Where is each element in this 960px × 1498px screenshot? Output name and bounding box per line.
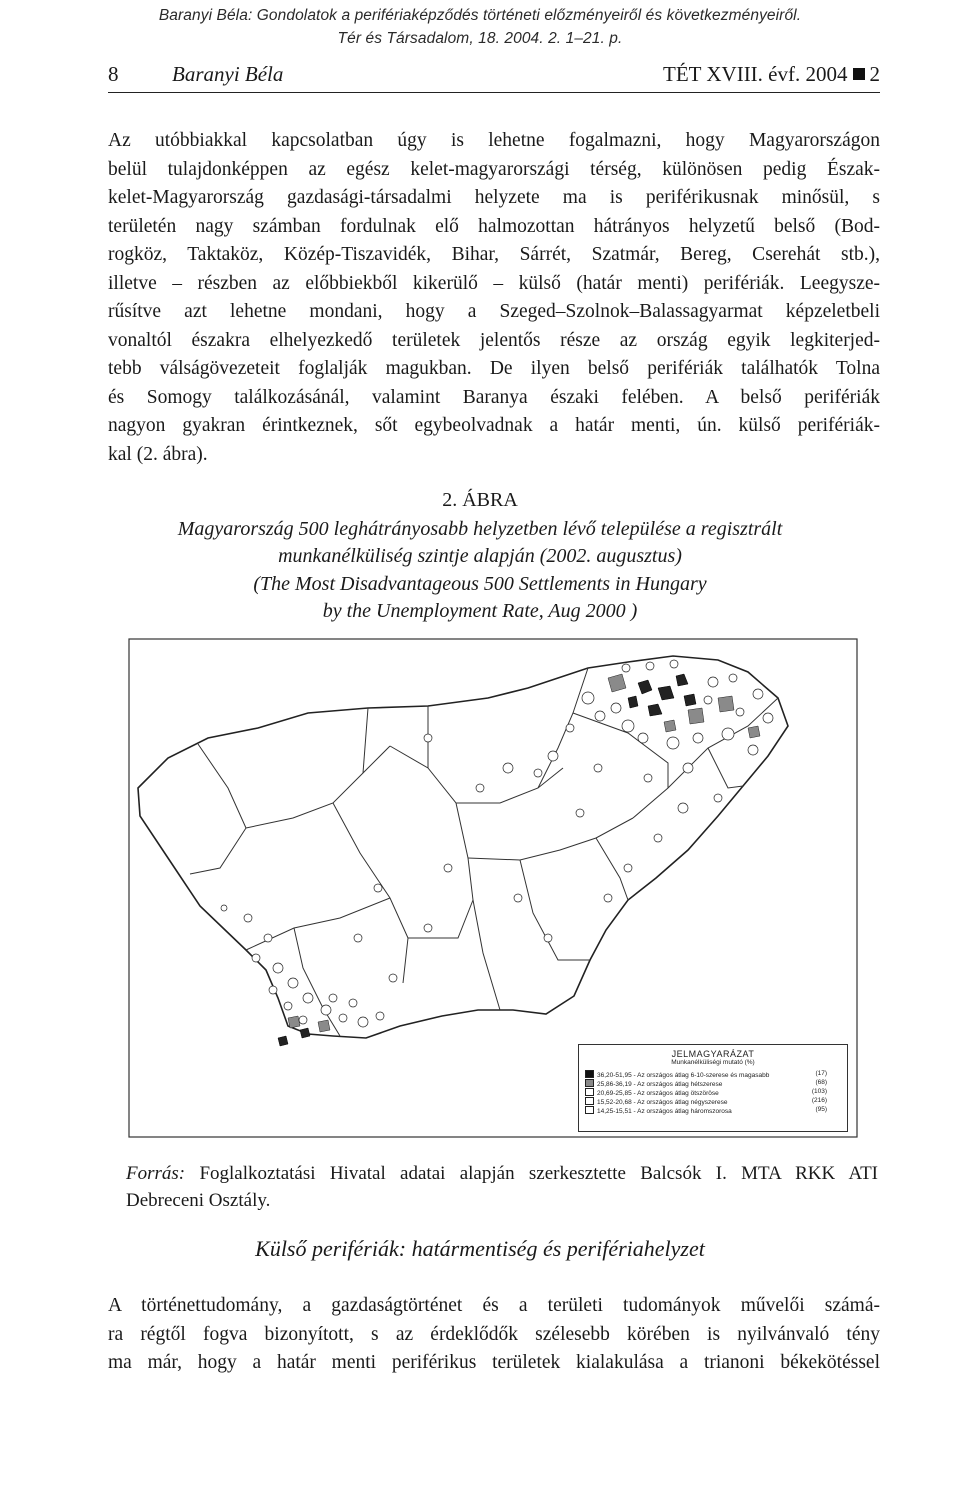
- running-head: [108, 62, 880, 93]
- figure-caption-en-1: (The Most Disadvantageous 500 Settlements in Hungary: [253, 573, 707, 595]
- source-citation-line1: Baranyi Béla: Gondolatok a perifériaképződés történeti előzményeiről és következményeiről.: [158, 7, 802, 24]
- text-line: kal (2. ábra).: [108, 443, 208, 465]
- text-line: rűsítve azt lehetne mondani, hogy a Szeged–Szolnok–Balassagyarmat képzeletbeli: [108, 301, 880, 322]
- legend-item: 25,86-36,19 - Az országos átlag hétszerese (68): [579, 1079, 847, 1088]
- legend-range: 20,69-25,85: [597, 1090, 632, 1097]
- journal-number: 2: [869, 62, 880, 86]
- legend-range: 14,25-15,51: [597, 1108, 632, 1115]
- legend-range: 25,86-36,19: [597, 1081, 632, 1088]
- legend-swatch: [585, 1106, 594, 1114]
- legend-range: 15,52-20,68: [597, 1099, 632, 1106]
- page-number: 8: [108, 62, 119, 86]
- legend-range: 36,20-51,95: [597, 1072, 632, 1079]
- text-line: Debreceni Osztály.: [126, 1190, 271, 1211]
- legend-subtitle: Munkanélküliségi mutató (%): [671, 1059, 755, 1066]
- legend-title: JELMAGYARÁZAT: [671, 1049, 755, 1059]
- text-line: ra régtől fogva bizonyított, s az érdeklődők szélesebb körében is nyilvánvaló tény: [108, 1323, 880, 1345]
- figure-caption-en-2: by the Unemployment Rate, Aug 2000 ): [322, 600, 638, 622]
- text-line: és Somogy találkozásánál, valamint Baranya északi felében. A belső perifériák: [108, 386, 880, 408]
- paragraph-1: [108, 127, 880, 469]
- legend-swatch: [585, 1070, 594, 1078]
- text-line: A történettudomány, a gazdaságtörténet és a területi tudományok művelői számá-: [108, 1295, 880, 1316]
- legend-desc: Az országos átlag hétszerese: [637, 1081, 723, 1088]
- legend-count: (103): [811, 1088, 827, 1095]
- legend-desc: Az országos átlag háromszorosa: [637, 1108, 732, 1115]
- map-legend: [578, 1044, 848, 1132]
- section-title: Külső perifériák: határmentiség és perifériahelyzet: [255, 1236, 705, 1261]
- text-line: kelet-Magyarország gazdasági-társadalmi helyzete ma is periférikusnak minősül, s: [108, 187, 880, 208]
- text-line: rogköz, Taktaköz, Közép-Tiszavidék, Bihar, Sárrét, Szatmár, Bereg, Cserehát stb.),: [108, 244, 880, 265]
- figure-caption-hu-2: munkanélküliség szintje alapján (2002. augusztus): [278, 545, 682, 567]
- text-line: ma már, hogy a határ menti periférikus területek kialakulása a trianoni békekötéssel: [108, 1352, 880, 1373]
- legend-item: 36,20-51,95 - Az országos átlag 6-10-szerese és magasabb (17): [579, 1070, 847, 1079]
- black-square-icon: [853, 68, 865, 80]
- legend-count: (68): [815, 1079, 827, 1086]
- figure-number: 2. ÁBRA: [442, 489, 518, 511]
- legend-item: 20,69-25,85 - Az országos átlag ötszöröse (103): [579, 1088, 847, 1097]
- source-text: Foglalkoztatási Hivatal adatai alapján szerkesztette Balcsók I. MTA RKK ATI: [199, 1163, 878, 1184]
- text-line: [126, 1160, 878, 1187]
- legend-swatch: [585, 1097, 594, 1105]
- text-line: tebb válságövezeteit foglalják magukban. De ilyen belső perifériák találhatók Tolna: [108, 358, 880, 379]
- text-line: illetve – részben az előbbiekből kikerülő – külső (határ menti) perifériák. Leegysze-: [108, 272, 880, 294]
- figure-caption-hu-1: Magyarország 500 leghátrányosabb helyzetben lévő települése a regisztrált: [177, 518, 783, 540]
- text-line: vonaltól északra elhelyezkedő területek jelentős része az ország egyik legkiterjed-: [108, 329, 880, 351]
- text-line: Az utóbbiakkal kapcsolatban úgy is lehetne fogalmazni, hogy Magyarországon: [108, 130, 880, 151]
- legend-count: (17): [815, 1070, 827, 1077]
- paragraph-2: [108, 1292, 880, 1378]
- legend-swatch: [585, 1088, 594, 1096]
- legend-swatch: [585, 1079, 594, 1087]
- legend-desc: Az országos átlag négyszerese: [637, 1099, 728, 1106]
- journal-issue: TÉT XVIII. évf. 2004: [663, 62, 848, 86]
- text-line: nagyon gyakran érintkeznek, sőt egybeolvadnak a határ menti, ún. külső perifériák-: [108, 415, 880, 436]
- legend-desc: Az országos átlag ötszöröse: [637, 1090, 719, 1097]
- text-line: belül tulajdonképpen az egész kelet-magyarországi térség, különösen pedig Észak-: [108, 158, 880, 180]
- running-head-author: Baranyi Béla: [172, 62, 284, 86]
- legend-count: (216): [811, 1097, 827, 1104]
- legend-item: 15,52-20,68 - Az országos átlag négyszerese (216): [579, 1097, 847, 1106]
- running-head-journal: [663, 62, 880, 87]
- legend-desc: Az országos átlag 6-10-szerese és magasabb: [637, 1072, 770, 1079]
- source-citation-line2: Tér és Társadalom, 18. 2004. 2. 1–21. p.: [337, 30, 623, 47]
- figure-source-note: [126, 1160, 878, 1214]
- text-line: területén nagy számban fordulnak elő halmozottan hátrányos helyzetű belső (Bod-: [108, 215, 880, 237]
- legend-count: (95): [815, 1106, 827, 1113]
- source-label: Forrás:: [126, 1163, 186, 1184]
- legend-item: 14,25-15,51 - Az országos átlag háromszorosa (95): [579, 1106, 847, 1115]
